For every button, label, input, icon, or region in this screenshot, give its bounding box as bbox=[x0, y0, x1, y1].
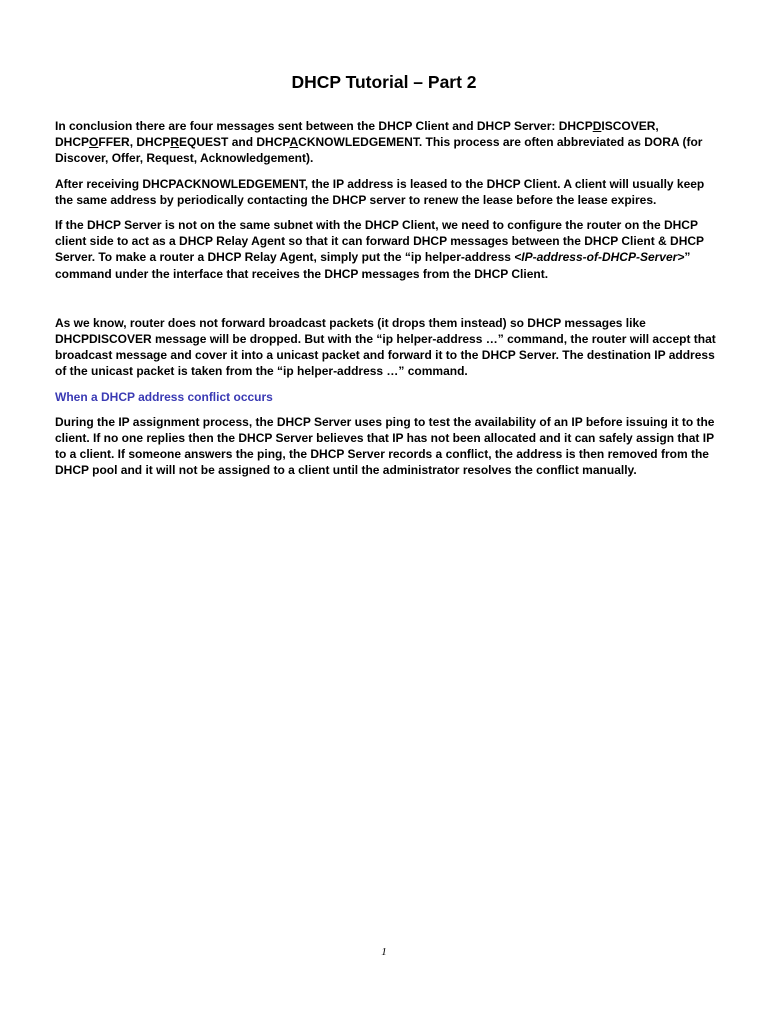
paragraph-dora bbox=[55, 118, 720, 167]
dora-letter-a: A bbox=[289, 135, 299, 150]
paragraph-relay-agent bbox=[55, 217, 720, 282]
document-title: DHCP Tutorial – Part 2 bbox=[291, 72, 477, 92]
relay-text-italic: <IP-address-of-DHCP-Server> bbox=[514, 250, 685, 265]
dora-letter-r: R bbox=[170, 135, 180, 150]
relay-text-end: ” command under the interface that receives the DHCP messages from the DHCP Client. bbox=[55, 250, 691, 281]
dora-text-5: CKNOWLEDGEMENT. This process are often abbreviated as DORA (for Discover, Offer, Request, Acknowledgement). bbox=[55, 135, 703, 166]
paragraph-conflict: During the IP assignment process, the DHCP Server uses ping to test the availability of an IP before issuing it to the client. If no one replies then the DHCP Server believes that IP has not been allocated and it can safely assign that IP to a client. If someone answers the ping, the DHCP Server records a conflict, the address is then removed from the DHCP pool and it will not be assigned to a client until the administrator resolves the conflict manually. bbox=[55, 414, 715, 478]
relay-text-main: If the DHCP Server is not on the same subnet with the DHCP Client, we need to configure the router on the DHCP client side to act as a DHCP Relay Agent so that it can forward DHCP messages between the DHCP Client & DHCP Server. To make a router a DHCP Relay Agent, simply put the “ip helper-address bbox=[55, 218, 704, 265]
page-number: 1 bbox=[381, 946, 387, 958]
dora-letter-o: O bbox=[89, 135, 99, 150]
paragraph-lease: After receiving DHCPACKNOWLEDGEMENT, the IP address is leased to the DHCP Client. A client will usually keep the same address by periodically contacting the DHCP server to renew the lease before the lease expires. bbox=[55, 176, 705, 207]
dora-text-2: ISCOVER, DHCP bbox=[55, 119, 659, 150]
section-heading-conflict: When a DHCP address conflict occurs bbox=[55, 389, 273, 404]
dora-text-1: In conclusion there are four messages sent between the DHCP Client and DHCP Server: DHCP bbox=[55, 119, 593, 133]
paragraph-broadcast: As we know, router does not forward broadcast packets (it drops them instead) so DHCP messages like DHCPDISCOVER message will be dropped. But with the “ip helper-address …” command, the router will accept that broadcast message and cover it into a unicast packet and forward it to the DHCP Server. The destination IP address of the unicast packet is taken from the “ip helper-address …” command. bbox=[55, 315, 716, 379]
dora-text-3: FFER, DHCP bbox=[98, 135, 171, 150]
dora-letter-d: D bbox=[592, 119, 602, 133]
document-body bbox=[55, 118, 720, 488]
dora-text-4: EQUEST and DHCP bbox=[179, 135, 290, 150]
